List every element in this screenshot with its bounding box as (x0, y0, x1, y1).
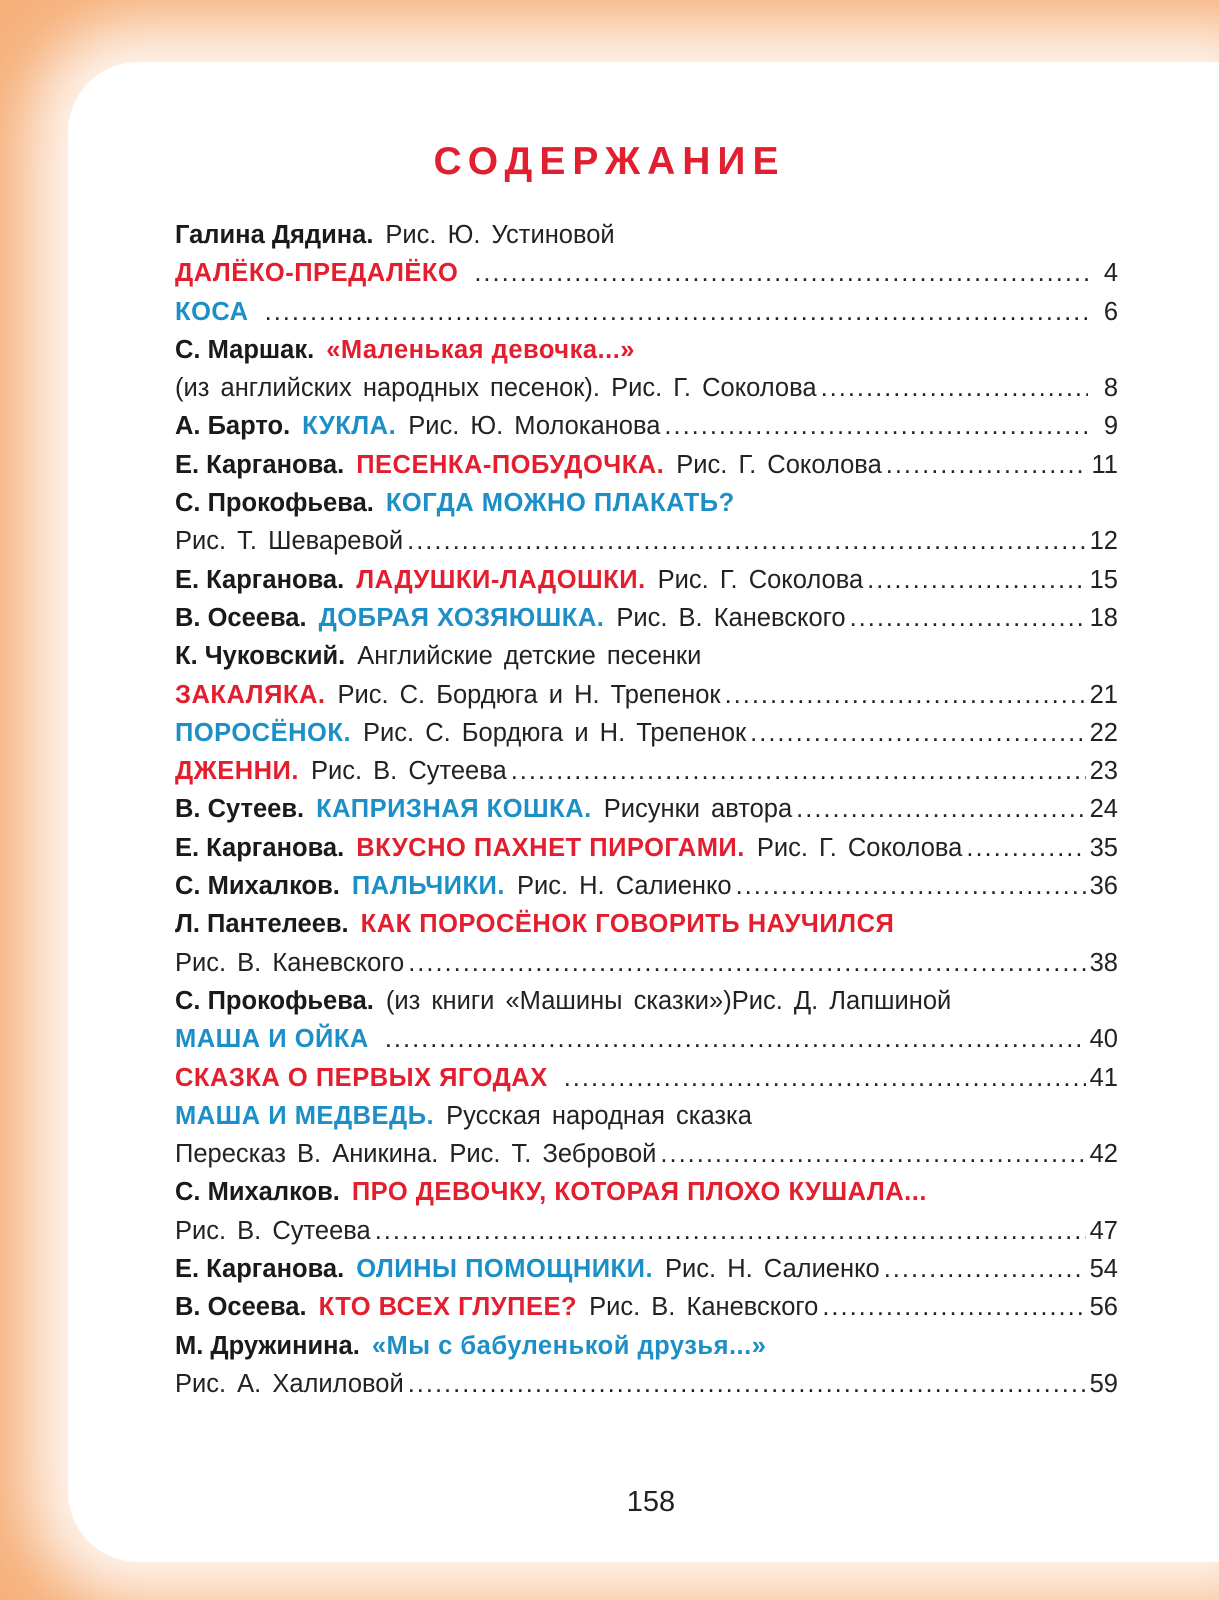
toc-title: КОСА (175, 297, 249, 326)
dot-leader (822, 1288, 1085, 1326)
toc-title: ЛАДУШКИ-ЛАДОШКИ. (356, 565, 646, 594)
toc-title: КАК ПОРОСЁНОК ГОВОРИТЬ НАУЧИЛСЯ (360, 910, 895, 939)
toc-author: Е. Карганова. (175, 833, 345, 862)
toc-entry (175, 867, 1118, 905)
toc-entry (175, 944, 1118, 982)
toc-credit: Рис. Г. Соколова (676, 450, 882, 479)
toc-page-number: 4 (1103, 259, 1118, 288)
toc-entry (175, 1250, 1118, 1288)
toc-author: С. Маршак. (175, 335, 315, 364)
dot-leader (664, 407, 1088, 445)
toc-author: М. Дружинина. (175, 1331, 360, 1360)
toc-page-number: 22 (1089, 718, 1118, 747)
toc-title: ДОБРАЯ ХОЗЯЮШКА. (318, 603, 605, 632)
toc-page-number: 40 (1089, 1025, 1118, 1054)
toc-page-number: 23 (1089, 757, 1118, 786)
dot-leader (886, 446, 1088, 484)
toc-credit: Рис. С. Бордюга и Н. Трепенок (363, 718, 747, 747)
dot-leader (884, 1250, 1086, 1288)
dot-leader (736, 867, 1086, 905)
dot-leader (385, 1020, 1086, 1058)
toc-title: КОГДА МОЖНО ПЛАКАТЬ? (385, 489, 735, 518)
toc-title: ВКУСНО ПАХНЕТ ПИРОГАМИ. (356, 833, 745, 862)
toc-author: С. Михалков. (175, 1178, 340, 1207)
toc-entry (175, 1288, 1118, 1326)
toc-entry (175, 216, 1118, 254)
dot-leader (725, 676, 1086, 714)
dot-leader (375, 1212, 1086, 1250)
toc-credit: Английские детские песенки (357, 642, 702, 671)
toc-credit: Рис. В. Сутеева (175, 1216, 371, 1245)
toc-author: В. Осеева. (175, 603, 307, 632)
toc-page-number: 18 (1089, 603, 1118, 632)
dot-leader (796, 790, 1085, 828)
toc-title: ПАЛЬЧИКИ. (351, 872, 505, 901)
toc-page-number: 54 (1089, 1255, 1118, 1284)
toc-author: Е. Карганова. (175, 450, 345, 479)
toc-entry (175, 1135, 1118, 1173)
toc-entry (175, 905, 1118, 943)
toc-entry (175, 1212, 1118, 1250)
toc-entry (175, 637, 1118, 675)
toc-entry (175, 1173, 1118, 1211)
toc-page-number: 8 (1103, 374, 1118, 403)
toc-title: МАША И ОЙКА (175, 1025, 369, 1054)
toc-author: Е. Карганова. (175, 1255, 345, 1284)
dot-leader (966, 829, 1085, 867)
toc-entry (175, 1020, 1118, 1058)
toc-entry (175, 599, 1118, 637)
page-number: 158 (626, 1486, 676, 1518)
toc-entry (175, 714, 1118, 752)
toc-title: «Мы с бабуленькой друзья...» (371, 1331, 767, 1360)
toc-title: КУКЛА. (302, 412, 397, 441)
page-title: СОДЕРЖАНИЕ (433, 140, 786, 183)
dot-leader (474, 254, 1088, 292)
toc-credit: (из английских народных песенок). Рис. Г. Соколова (175, 374, 817, 403)
toc-entry (175, 331, 1118, 369)
toc-title: ДАЛЁКО-ПРЕДАЛЁКО (175, 259, 459, 288)
toc-author: Галина Дядина. (175, 221, 374, 249)
toc-author: А. Барто. (175, 412, 291, 441)
toc-credit: (из книги «Машины сказки»)Рис. Д. Лапшиной (385, 986, 952, 1015)
toc-title: СКАЗКА О ПЕРВЫХ ЯГОДАХ (175, 1063, 548, 1092)
toc-entry (175, 1327, 1118, 1365)
toc-page-number: 9 (1103, 412, 1118, 441)
toc-page-number: 59 (1089, 1369, 1118, 1398)
dot-leader (564, 1059, 1086, 1097)
toc-entry (175, 676, 1118, 714)
toc-entry (175, 293, 1118, 331)
dot-leader (750, 714, 1085, 752)
toc-entry (175, 752, 1118, 790)
toc-entry (175, 790, 1118, 828)
toc-title: «Маленькая девочка...» (326, 335, 635, 364)
toc-page-number: 6 (1103, 297, 1118, 326)
dot-leader (850, 599, 1086, 637)
toc-page-number: 21 (1089, 680, 1118, 709)
toc-title: ПРО ДЕВОЧКУ, КОТОРАЯ ПЛОХО КУШАЛА... (351, 1178, 927, 1207)
toc-page-number: 11 (1091, 450, 1118, 479)
toc-page-number: 12 (1089, 527, 1118, 556)
toc-page-number: 42 (1089, 1140, 1118, 1169)
dot-leader (660, 1135, 1085, 1173)
toc-author: В. Сутеев. (175, 795, 305, 824)
toc-credit: Рис. В. Каневского (175, 948, 405, 977)
toc-entry (175, 407, 1118, 445)
toc-author: Л. Пантелеев. (175, 910, 349, 939)
toc-credit: Рис. Г. Соколова (657, 565, 864, 594)
toc-credit: Рисунки автора (603, 795, 793, 824)
toc-title: КАПРИЗНАЯ КОШКА. (316, 795, 592, 824)
dot-leader (511, 752, 1086, 790)
toc-credit: Рис. В. Каневского (589, 1293, 819, 1322)
toc-credit: Рис. В. Каневского (616, 603, 846, 632)
table-of-contents (175, 216, 1118, 1403)
toc-page-number: 41 (1089, 1063, 1118, 1092)
dot-leader (408, 1365, 1086, 1403)
toc-credit: Русская народная сказка (446, 1101, 752, 1130)
toc-credit: Пересказ В. Аникина. Рис. Т. Зебровой (175, 1140, 657, 1169)
toc-entry (175, 369, 1118, 407)
toc-title: ОЛИНЫ ПОМОЩНИКИ. (356, 1255, 654, 1284)
toc-credit: Рис. В. Сутеева (310, 757, 507, 786)
toc-credit: Рис. Т. Шеваревой (175, 527, 404, 556)
dot-leader (821, 369, 1088, 407)
toc-title: МАША И МЕДВЕДЬ. (175, 1101, 435, 1130)
dot-leader (265, 293, 1088, 331)
toc-credit: Рис. С. Бордюга и Н. Трепенок (337, 680, 721, 709)
toc-entry (175, 561, 1118, 599)
toc-page-number: 36 (1089, 872, 1118, 901)
dot-leader (408, 944, 1085, 982)
toc-credit: Рис. А. Халиловой (175, 1369, 404, 1398)
toc-credit: Рис. Н. Салиенко (665, 1255, 880, 1284)
toc-entry (175, 446, 1118, 484)
toc-entry (175, 1365, 1118, 1403)
toc-page-number: 24 (1089, 795, 1118, 824)
dot-leader (407, 522, 1085, 560)
toc-entry (175, 1059, 1118, 1097)
toc-author: С. Прокофьева. (175, 986, 374, 1015)
toc-entry (175, 522, 1118, 560)
toc-title: ЗАКАЛЯКА. (175, 680, 326, 709)
toc-author: В. Осеева. (175, 1293, 307, 1322)
toc-entry (175, 254, 1118, 292)
toc-page-number: 47 (1089, 1216, 1118, 1245)
toc-title: ПОРОСЁНОК. (175, 718, 352, 747)
toc-author: С. Михалков. (175, 872, 340, 901)
toc-entry (175, 982, 1118, 1020)
toc-page-number: 38 (1089, 948, 1118, 977)
toc-page-number: 35 (1089, 833, 1118, 862)
toc-title: КТО ВСЕХ ГЛУПЕЕ? (318, 1293, 578, 1322)
toc-title: ПЕСЕНКА-ПОБУДОЧКА. (356, 450, 665, 479)
toc-author: Е. Карганова. (175, 565, 345, 594)
toc-author: К. Чуковский. (175, 642, 346, 671)
toc-credit: Рис. Г. Соколова (756, 833, 963, 862)
toc-page-number: 15 (1089, 565, 1118, 594)
toc-author: С. Прокофьева. (175, 489, 374, 518)
toc-page-number: 56 (1089, 1293, 1118, 1322)
toc-entry (175, 484, 1118, 522)
toc-entry (175, 829, 1118, 867)
toc-credit: Рис. Н. Салиенко (516, 872, 732, 901)
toc-credit: Рис. Ю. Молоканова (408, 412, 661, 441)
toc-entry (175, 1097, 1118, 1135)
toc-title: ДЖЕННИ. (175, 757, 299, 786)
toc-credit: Рис. Ю. Устиновой (385, 221, 615, 249)
dot-leader (867, 561, 1085, 599)
